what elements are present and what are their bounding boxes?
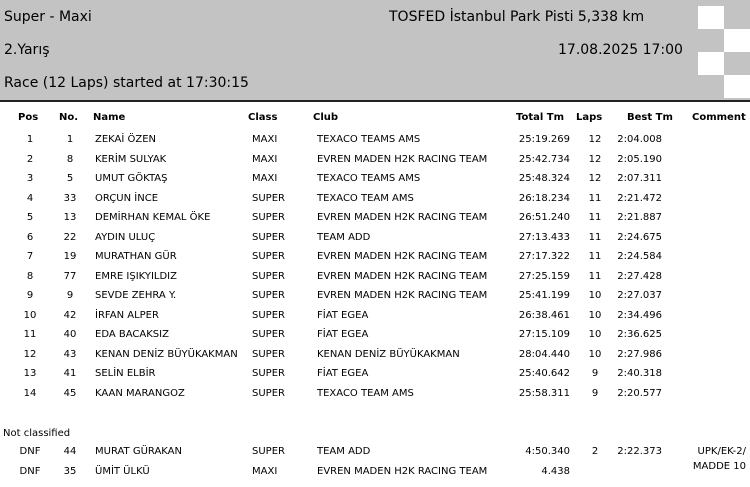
cell-no: 9 [66,290,74,301]
cell-best: 2:22.373 [617,446,662,457]
cell-club: EVREN MADEN H2K RACING TEAM [317,465,488,477]
race-datetime: 17.08.2025 17:00 [558,42,683,58]
cell-club: TEXACO TEAM AMS [317,192,414,204]
col-total: Total Tm [516,112,565,123]
cell-comment: UPK/EK-2/ [697,446,746,457]
cell-name: MURAT GÜRAKAN [95,446,182,457]
col-no: No. [59,112,79,123]
cell-no: 41 [63,368,77,379]
cell-class: SUPER [252,212,285,223]
cell-club: FİAT EGEA [317,368,369,379]
cell-laps: 9 [591,368,599,379]
cell-total: 27:13.433 [518,231,570,243]
table-row [0,193,750,209]
cell-total: 27:25.159 [518,270,570,282]
cell-laps: 11 [588,212,602,223]
header-divider [0,100,750,102]
cell-laps: 9 [591,387,599,399]
cell-laps: 10 [588,329,602,340]
table-row [0,134,750,150]
cell-class: SUPER [252,368,285,379]
cell-club: TEAM ADD [317,231,371,243]
cell-class: SUPER [252,387,285,399]
cell-no: 45 [63,387,77,399]
cell-name: MURATHAN GÜR [95,251,177,262]
cell-club: EVREN MADEN H2K RACING TEAM [317,251,488,262]
table-row [0,466,750,482]
cell-club: TEXACO TEAMS AMS [317,173,421,184]
cell-total: 26:38.461 [518,309,570,321]
cell-total: 25:48.324 [518,173,570,184]
cell-pos: 12 [23,348,37,360]
cell-club: EVREN MADEN H2K RACING TEAM [317,153,488,165]
cell-class: SUPER [252,192,285,204]
cell-name: ZEKAİ ÖZEN [95,134,157,145]
cell-club: TEXACO TEAMS AMS [317,134,421,145]
cell-club: EVREN MADEN H2K RACING TEAM [317,290,488,301]
cell-pos: 6 [26,231,34,243]
cell-best: 2:21.887 [617,212,662,223]
cell-best: 2:40.318 [617,368,662,379]
cell-no: 42 [63,309,77,321]
report-header [0,0,750,100]
cell-class: SUPER [252,446,285,457]
event-title: Super - Maxi [4,9,92,25]
race-name: 2.Yarış [4,42,50,58]
cell-club: EVREN MADEN H2K RACING TEAM [317,212,488,223]
cell-pos: 8 [26,270,34,282]
cell-best: 2:24.675 [617,231,662,243]
cell-pos: 7 [26,251,34,262]
cell-pos: 5 [26,212,34,223]
column-headers [0,112,750,126]
table-row [0,310,750,326]
cell-best: 2:07.311 [617,173,662,184]
table-row [0,388,750,404]
table-row [0,349,750,365]
col-class: Class [248,112,278,123]
cell-best: 2:21.472 [617,192,662,204]
cell-name: SELİN ELBİR [95,368,156,379]
cell-laps: 11 [588,231,602,243]
cell-name: UMUT GÖKTAŞ [95,173,168,184]
cell-total: 26:51.240 [518,212,570,223]
cell-laps: 12 [588,153,602,165]
cell-total: 4:50.340 [525,446,570,457]
table-row [0,173,750,189]
cell-best: 2:05.190 [617,153,662,165]
cell-laps: 12 [588,173,602,184]
cell-pos: 2 [26,153,34,165]
col-laps: Laps [576,112,603,123]
cell-class: SUPER [252,348,285,360]
race-info: Race (12 Laps) started at 17:30:15 [4,75,249,91]
cell-class: SUPER [252,251,285,262]
cell-name: EMRE IŞIKYILDIZ [95,270,177,282]
cell-total: 4.438 [541,465,570,477]
cell-name: KERİM SULYAK [95,153,167,165]
cell-best: 2:24.584 [617,251,662,262]
col-club: Club [313,112,339,123]
cell-pos: DNF [19,465,41,477]
cell-total: 25:42.734 [518,153,570,165]
cell-class: SUPER [252,290,285,301]
cell-class: MAXI [252,465,278,477]
cell-pos: 14 [23,387,37,399]
cell-total: 25:58.311 [518,387,570,399]
cell-no: 44 [63,446,77,457]
cell-class: MAXI [252,153,278,165]
cell-name: KAAN MARANGOZ [95,387,185,399]
cell-pos: 13 [23,368,37,379]
cell-no: 1 [66,134,74,145]
table-row [0,368,750,384]
cell-name: SEVDE ZEHRA Y. [95,290,177,301]
cell-name: DEMİRHAN KEMAL ÖKE [95,212,211,223]
col-comment: Comment [692,112,746,123]
cell-pos: 11 [23,329,37,340]
cell-no: 40 [63,329,77,340]
checkered-flag-icon [698,6,750,98]
cell-club: TEXACO TEAM AMS [317,387,414,399]
cell-no: 8 [66,153,74,165]
cell-best: 2:04.008 [617,134,662,145]
cell-class: SUPER [252,231,285,243]
cell-best: 2:34.496 [617,309,662,321]
cell-name: EDA BACAKSIZ [95,329,169,340]
cell-pos: 9 [26,290,34,301]
table-row [0,232,750,248]
cell-name: ORÇUN İNCE [95,192,159,204]
table-row [0,271,750,287]
cell-pos: DNF [19,446,41,457]
cell-pos: 1 [26,134,34,145]
cell-club: FİAT EGEA [317,329,369,340]
cell-total: 28:04.440 [518,348,570,360]
col-best: Best Tm [627,112,673,123]
col-pos: Pos [18,112,39,123]
cell-laps: 11 [588,251,602,262]
cell-best: 2:20.577 [617,387,662,399]
col-name: Name [93,112,126,123]
cell-name: ÜMİT ÜLKÜ [95,465,150,477]
cell-name: İRFAN ALPER [95,309,159,321]
cell-laps: 11 [588,270,602,282]
cell-pos: 3 [26,173,34,184]
table-row [0,329,750,345]
cell-class: MAXI [252,173,278,184]
cell-name: KENAN DENİZ BÜYÜKAKMAN [95,348,238,360]
table-row [0,251,750,267]
cell-laps: 10 [588,348,602,360]
table-row [0,290,750,306]
cell-total: 25:40.642 [518,368,570,379]
cell-pos: 4 [26,192,34,204]
cell-no: 35 [63,465,77,477]
cell-no: 22 [63,231,77,243]
not-classified-label: Not classified [3,428,71,439]
table-row [0,212,750,228]
cell-pos: 10 [23,309,37,321]
cell-no: 33 [63,192,77,204]
cell-class: MAXI [252,134,278,145]
cell-laps: 11 [588,192,602,204]
cell-total: 26:18.234 [518,192,570,204]
cell-club: EVREN MADEN H2K RACING TEAM [317,270,488,282]
cell-no: 13 [63,212,77,223]
cell-no: 77 [63,270,77,282]
cell-best: 2:27.986 [617,348,662,360]
cell-club: KENAN DENİZ BÜYÜKAKMAN [317,348,460,360]
cell-no: 5 [66,173,74,184]
cell-total: 27:15.109 [518,329,570,340]
cell-club: TEAM ADD [317,446,371,457]
cell-total: 27:17.322 [518,251,570,262]
cell-best: 2:36.625 [617,329,662,340]
cell-total: 25:41.199 [518,290,570,301]
cell-no: 19 [63,251,77,262]
cell-no: 43 [63,348,77,360]
cell-laps: 10 [588,290,602,301]
table-row [0,446,750,462]
table-row [0,154,750,170]
cell-name: AYDIN ULUÇ [95,231,156,243]
cell-class: SUPER [252,329,285,340]
cell-class: SUPER [252,270,285,282]
cell-class: SUPER [252,309,285,321]
cell-laps: 12 [588,134,602,145]
cell-best: 2:27.428 [617,270,662,282]
cell-comment-line2: MADDE 10 [692,461,746,472]
cell-club: FİAT EGEA [317,309,369,321]
cell-laps: 10 [588,309,602,321]
cell-laps: 2 [591,446,599,457]
cell-best: 2:27.037 [617,290,662,301]
cell-total: 25:19.269 [518,134,570,145]
venue-label: TOSFED İstanbul Park Pisti 5,338 km [389,9,645,25]
